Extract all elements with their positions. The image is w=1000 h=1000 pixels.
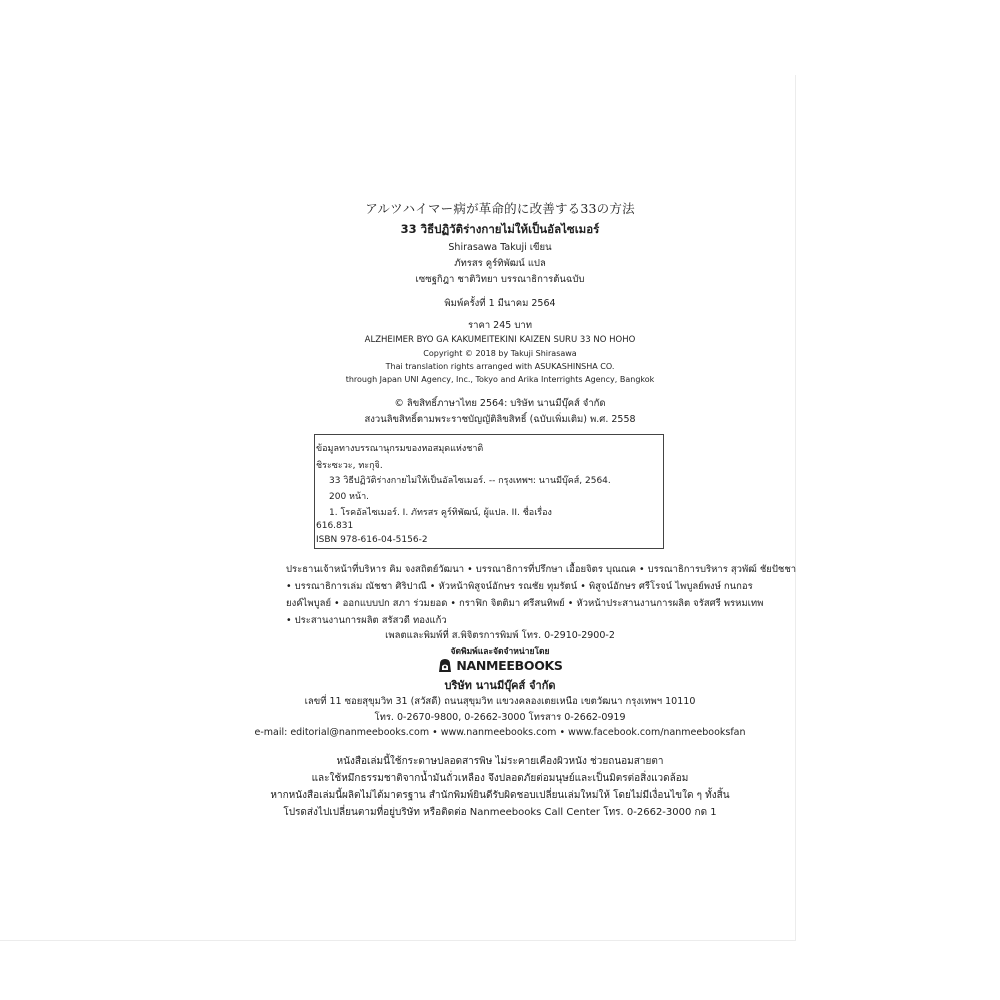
logo-text: NANMEEBOOKS (456, 657, 563, 673)
notice-line: หากหนังสือเล่มนี้ผลิตไม่ได้มาตรฐาน สำนักพิมพ์ยินดีรับผิดชอบเปลี่ยนเล่มใหม่ให้ โดยไม่มีเงื่อนไขใด ๆ ทั้งสิ้น (270, 790, 730, 801)
publisher-logo (0, 657, 1000, 673)
thai-copyright: © ลิขสิทธิ์ภาษาไทย 2564: บริษัท นานมีบุ๊คส์ จำกัด (394, 398, 606, 409)
lion-logo-icon (437, 657, 453, 673)
notice-line: หนังสือเล่มนี้ใช้กระดาษปลอดสารพิษ ไม่ระคายเคืองผิวหนัง ช่วยถนอมสายตา (336, 756, 664, 767)
cip-pages: 200 หน้า. (329, 492, 370, 502)
staff-credit-line: • บรรณาธิการเล่ม ณัชชา ศิริปาณี • หัวหน้าพิสูจน์อักษร รณชัย ทุมรัตน์ • พิสูจน์อักษร ศรีโรจน์ ไพบูลย์พงษ์ กนกอร (286, 581, 753, 592)
staff-credit-line: • ประสานงานการผลิต สรัสวดี ทองแก้ว (286, 615, 447, 626)
cip-box (314, 434, 664, 549)
copyright-act: สงวนลิขสิทธิ์ตามพระราชบัญญัติลิขสิทธิ์ (ฉบับเพิ่มเติม) พ.ศ. 2558 (364, 414, 636, 425)
translation-rights: Thai translation rights arranged with ASUKASHINSHA CO. (385, 362, 615, 371)
staff-credit-line: ประธานเจ้าหน้าที่บริหาร คิม จงสถิตย์วัฒนา • บรรณาธิการที่ปรึกษา เอื้อยจิตร บุณณค • บรรณาธิการบริหาร สุวพัฒ์ ชัยปัชชา (286, 564, 797, 575)
staff-credits (286, 561, 797, 629)
publisher-name: บริษัท นานมีบุ๊คส์ จำกัด (444, 679, 556, 692)
printer-line: เพลตและพิมพ์ที่ ส.พิจิตรการพิมพ์ โทร. 0-2910-2900-2 (385, 630, 615, 641)
publisher-address: เลขที่ 11 ซอยสุขุมวิท 31 (สวัสดี) ถนนสุขุมวิท แขวงคลองเตยเหนือ เขตวัฒนา กรุงเทพฯ 10110 (304, 696, 696, 707)
thai-title: 33 วิธีปฏิวัติร่างกายไม่ให้เป็นอัลไซเมอร์ (400, 222, 600, 236)
edition-line: พิมพ์ครั้งที่ 1 มีนาคม 2564 (444, 298, 556, 309)
distributed-by: จัดพิมพ์และจัดจำหน่ายโดย (450, 647, 550, 657)
staff-credit-line: ยงค์ไพบูลย์ • ออกแบบปก สภา ร่วมยอด • กราฟิก จิตติมา ศรีสนทิพย์ • หัวหน้าประสานงานการผลิต จรัสศรี พรหมเทพ (286, 598, 764, 609)
translator-line: ภัทรสร คูร์ทิพัฒน์ แปล (454, 258, 546, 269)
notice-line: โปรดส่งไปเปลี่ยนตามที่อยู่บริษัท หรือติดต่อ Nanmeebooks Call Center โทร. 0-2662-3000 กด 1 (283, 807, 717, 818)
cip-classification: 616.831 (316, 521, 354, 531)
cip-author: ชิระซะวะ, ทะกุจิ. (316, 461, 383, 471)
cip-subjects: 1. โรคอัลไซเมอร์. I. ภัทรสร คูร์ทิพัฒน์, ผู้แปล. II. ชื่อเรื่อง (329, 508, 552, 518)
editor-line: เซซฐกิฎา ชาติวิทยา บรรณาธิการต้นฉบับ (415, 274, 585, 285)
notice-line: และใช้หมึกธรรมชาติจากน้ำมันถั่วเหลือง จึงปลอดภัยต่อมนุษย์และเป็นมิตรต่อสิ่งแวดล้อม (311, 773, 689, 784)
publisher-contacts: e-mail: editorial@nanmeebooks.com • www.nanmeebooks.com • www.facebook.com/nanmeebooksfan (254, 727, 746, 738)
original-copyright: Copyright © 2018 by Takuji Shirasawa (423, 349, 577, 358)
original-title-romaji: ALZHEIMER BYO GA KAKUMEITEKINI KAIZEN SURU 33 NO HOHO (364, 335, 636, 345)
japanese-title: アルツハイマー病が革命的に改善する33の方法 (365, 201, 635, 216)
cip-title: 33 วิธีปฏิวัติร่างกายไม่ให้เป็นอัลไซเมอร์. -- กรุงเทพฯ: นานมีบุ๊คส์, 2564. (329, 476, 611, 486)
price-line: ราคา 245 บาท (468, 320, 532, 331)
rights-agency: through Japan UNI Agency, Inc., Tokyo and Arika Interrights Agency, Bangkok (345, 375, 655, 384)
publisher-phones: โทร. 0-2670-9800, 0-2662-3000 โทรสาร 0-2662-0919 (374, 712, 626, 723)
author-line: Shirasawa Takuji เขียน (448, 242, 552, 253)
cip-isbn: ISBN 978-616-04-5156-2 (316, 535, 428, 545)
cip-heading: ข้อมูลทางบรรณานุกรมของหอสมุดแห่งชาติ (316, 444, 484, 454)
